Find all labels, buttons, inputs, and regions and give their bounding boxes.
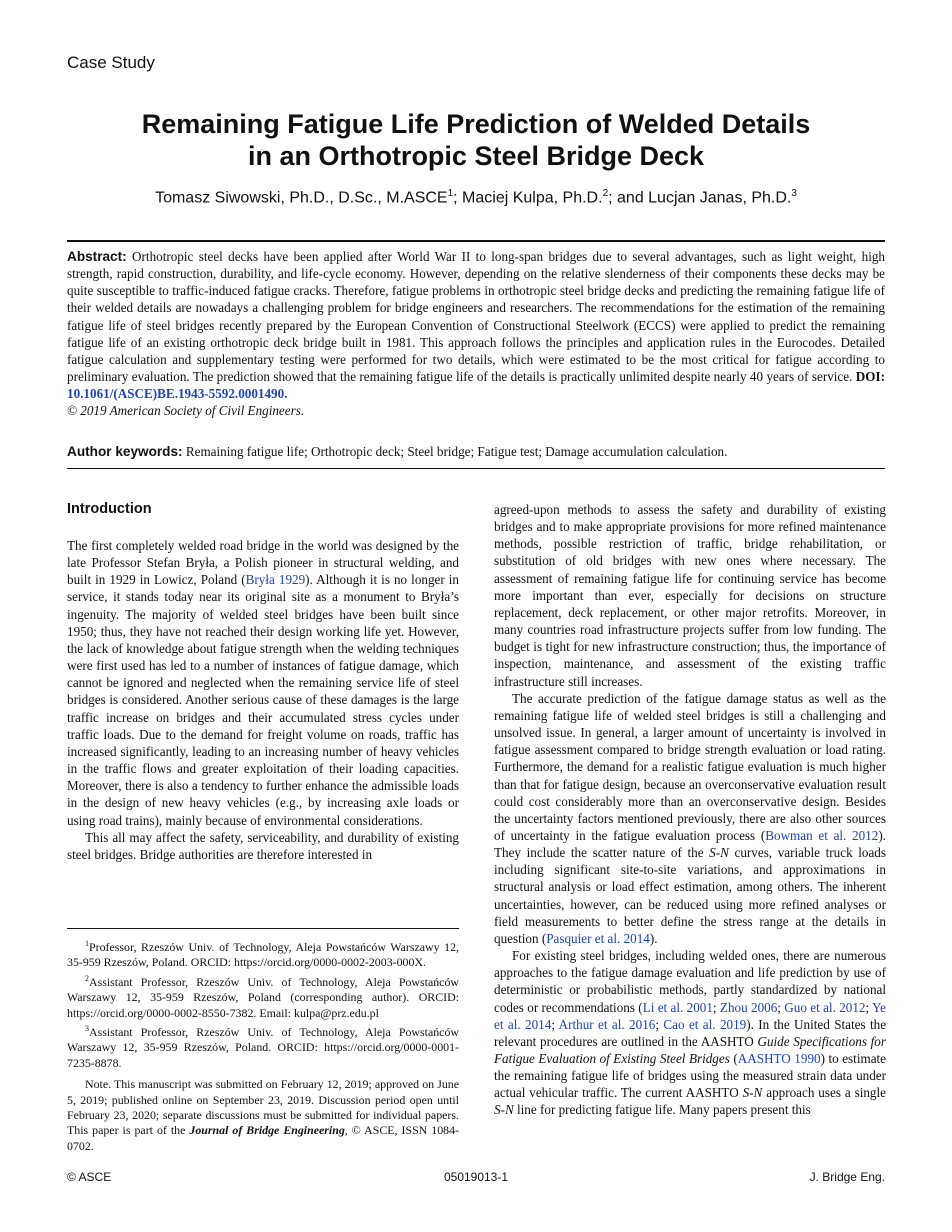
abstract-block — [67, 248, 885, 420]
doi-label: DOI: — [855, 369, 885, 385]
paragraph: For existing steel bridges, including welded ones, there are numerous approaches to the fatigue damage evaluation and life prediction by use of deterministic or probabilistic methods, partly standardized by national codes or recommendations (Li et al. 2001; Zhou 2006; Guo et al. 2012; Ye et al. 2014; Arthur et al. 2016; Cao et al. 2019). In the United States the relevant procedures are outlined in the AASHTO Guide Specifications for Fatigue Evaluation of Existing Steel Bridges (AASHTO 1990) to estimate the remaining fatigue life of bridges using the measured strain data under actual vehicular traffic. The current AASHTO S-N approach uses a single S-N line for predicting fatigue life. Many papers present this — [494, 948, 887, 1118]
citation-link[interactable]: Pasquier et al. 2014 — [546, 930, 650, 946]
footer-journal: J. Bridge Eng. — [809, 1170, 885, 1184]
author-3: ; and Lucjan Janas, Ph.D. — [608, 189, 792, 207]
keywords-text: Remaining fatigue life; Orthotropic deck; Steel bridge; Fatigue test; Damage accumulation calculation. — [185, 444, 728, 459]
citation-link[interactable]: Bowman et al. 2012 — [765, 827, 879, 843]
keywords-bottom-rule — [67, 468, 885, 469]
footer-article-number: 05019013-1 — [443, 1170, 509, 1184]
author-1-affil: 1 — [447, 188, 454, 199]
article-type-label: Case Study — [67, 53, 155, 72]
author-list — [0, 188, 952, 207]
paragraph: The first completely welded road bridge in the world was designed by the late Professor Stefan Bryła, a Polish pioneer in structural welding, and built in 1929 in Lowicz, Poland (Bryła 1929). Although it is no longer in service, it stands today near its original site as a monument to Bryła’s ingenuity. The majority of welded steel bridges have been built since 1950; thus, they have not reached their design working life yet. However, the lack of knowledge about fatigue strength when the welding techniques were first used has led to a number of instances of fatigue damage, which cannot be ignored and neglected when the remaining service life of steel bridges is considered. Another serious cause of these damages is the large traffic increase on bridges and their accumulated stress cycles under traffic loads. Due to the demand for freight volume on roads, traffic has increased significantly, leading to an increasing number of heavy vehicles in the traffic flows and greater exploitation of their loading capacities. Moreover, there is also a tendency to further enhance the admissible loads in the design of new heavy vehicles (e.g., by increasing axle loads or using road trains), mainly because of environmental considerations. — [67, 538, 459, 828]
right-column — [494, 501, 886, 1119]
abstract-text: Orthotropic steel decks have been applied after World War II to long-span bridges due to several advantages, such as light weight, high strength, rapid construction, durability, and life-cycle economy. However, depending on the relative slenderness of their components these decks may be quite susceptible to traffic-induced fatigue cracks. Therefore, fatigue problems in orthotropic steel bridge decks and predicting the remaining fatigue life of their welded details are nowadays a challenging problem for bridge engineers and researchers. The recommendations for the estimation of the remaining fatigue life of steel bridges recently prepared by the European Convention of Constructional Steelwork (ECCS) were applied to predict the remaining fatigue life of an existing orthotropic deck bridge built in 1981. This approach follows the principles and application rules in the Eurocodes. Detailed fatigue calculation and supplementary testing were performed for two details, which were estimated to be the most critical for fatigue according to preliminary evaluation. The prediction showed that the remaining fatigue life of the details is practically unlimited despite nearly 40 years of service. — [67, 249, 885, 385]
left-column — [67, 537, 459, 863]
citation-link[interactable]: Cao et al. 2019 — [663, 1016, 747, 1032]
paragraph: The accurate prediction of the fatigue damage status as well as the remaining fatigue life of welded steel bridges is still a challenging and unsolved issue. In general, a larger amount of uncertainty is involved in fatigue assessment compared to bridge strength evaluation or load rating. Furthermore, the demand for a realistic fatigue evaluation is much higher than that for fatigue design, because an overconservative evaluation result could cost considerably more than an overconservative design. Besides the uncertainty factors mentioned previously, there are also other sources of uncertainty in the fatigue evaluation process (Bowman et al. 2012). They include the scatter nature of the S-N curves, variable truck loads including significant site-to-site variations, and approximations in structural analysis or load effect estimation, among others. The inherent uncertainties, however, can be reduced using more refined analyses or field measurements to better define the stress range at the details in question (Pasquier et al. 2014). — [494, 690, 886, 946]
footnote-3: $^3$Assistant Professor, Rzeszów Univ. of Technology, Aleja Powstańców Warszawy 12, 35-959 Rzeszów, Poland. ORCID: https://orcid.org/0000-0001-7235-8878. — [67, 1023, 459, 1070]
footer-publisher: © ASCE — [67, 1170, 112, 1184]
doi-link[interactable]: 10.1061/(ASCE)BE.1943-5592.0001490. — [67, 386, 288, 402]
title-line-1: Remaining Fatigue Life Prediction of Welded Details — [141, 109, 811, 139]
abstract-top-rule — [67, 240, 885, 242]
author-keywords — [67, 444, 885, 460]
citation-link[interactable]: AASHTO 1990 — [737, 1051, 821, 1066]
manuscript-note: Note. This manuscript was submitted on February 12, 2019; approved on June 5, 2019; published online on September 23, 2019. Discussion period open until February 23, 2020; separate discussions must be submitted for individual papers. This paper is part of the Journal of Bridge Engineering, © ASCE, ISSN 1084-0702. — [67, 1077, 460, 1153]
copyright-notice: © 2019 American Society of Civil Engineers. — [67, 403, 305, 419]
journal-name: Journal of Bridge Engineering — [189, 1123, 345, 1138]
title-line-2: in an Orthotropic Steel Bridge Deck — [247, 141, 705, 171]
section-heading-introduction: Introduction — [67, 501, 152, 517]
paragraph: This all may affect the safety, serviceability, and durability of existing steel bridges. Bridge authorities are therefore interested in — [67, 829, 459, 862]
citation-link[interactable]: Guo et al. 2012 — [784, 999, 866, 1015]
abstract-label: Abstract: — [67, 249, 127, 264]
footnote-rule — [67, 928, 459, 929]
footnote-1: $^1$Professor, Rzeszów Univ. of Technology, Aleja Powstańców Warszawy 12, 35-959 Rzeszów, Poland. ORCID: https://orcid.org/0000-0002-2003-000X. — [67, 939, 459, 970]
author-3-affil: 3 — [791, 188, 797, 199]
author-2-affil: 2 — [602, 188, 609, 199]
author-2: ; Maciej Kulpa, Ph.D. — [453, 189, 603, 207]
footnote-2: $^2$Assistant Professor, Rzeszów Univ. of Technology, Aleja Powstańców Warszawy 12, 35-959 Rzeszów, Poland (corresponding author). ORCID: https://orcid.org/0000-0002-8550-7382. Email: kulpa@prz.edu.pl — [67, 973, 459, 1020]
citation-link[interactable]: Ye et al. 2014 — [494, 999, 887, 1032]
keywords-label: Author keywords: — [67, 444, 183, 459]
paper-title — [0, 108, 952, 172]
citation-link[interactable]: Zhou 2006 — [719, 999, 778, 1015]
footnotes — [67, 936, 459, 1154]
citation-link[interactable]: Bryła 1929 — [245, 572, 306, 588]
citation-link[interactable]: Li et al. 2001 — [642, 999, 713, 1015]
author-1: Tomasz Siwowski, Ph.D., D.Sc., M.ASCE — [155, 189, 448, 207]
paragraph: agreed-upon methods to assess the safety and durability of existing bridges and to make appropriate provisions for more refined maintenance methods, possible restriction of traffic, bridge rehabilitation, or substitution of old bridges with new ones where necessary. The assessment of remaining fatigue life for continuing service has become more important than ever, especially for decisions on structure replacement, deck replacement, or other major retrofits. Moreover, in many countries road infrastructure projects suffer from low funding. The budget is tight for new infrastructure construction; thus, the importance of inspection, maintenance, and assessment of the existing traffic infrastructure still increases. — [494, 502, 886, 689]
citation-link[interactable]: Arthur et al. 2016 — [558, 1016, 656, 1032]
